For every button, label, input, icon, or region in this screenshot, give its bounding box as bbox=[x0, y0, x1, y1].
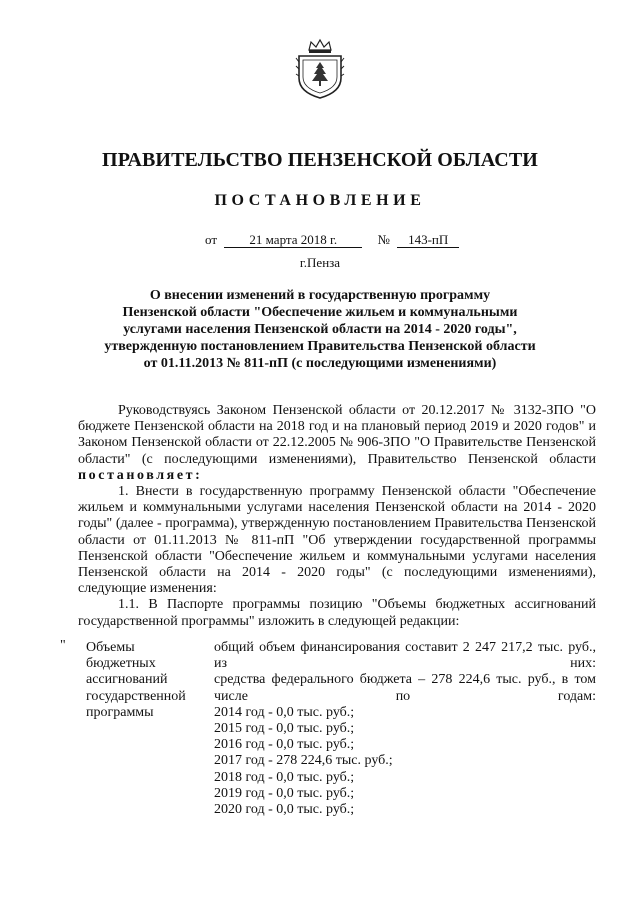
number-sign: № bbox=[377, 232, 390, 247]
preamble-paragraph bbox=[78, 403, 596, 484]
subject-line: О внесении изменений в государственную программу bbox=[149, 288, 491, 303]
government-title: ПРАВИТЕЛЬСТВО ПЕНЗЕНСКОЙ ОБЛАСТИ bbox=[102, 149, 538, 171]
subject-line: утвержденную постановлением Правительства Пензенской области bbox=[104, 339, 536, 354]
document-type: ПОСТАНОВЛЕНИЕ bbox=[214, 192, 426, 209]
subject-line: от 01.11.2013 № 811-пП (с последующими изменениями) bbox=[143, 356, 497, 371]
subject-line: Пензенской области "Обеспечение жильем и коммунальными bbox=[122, 305, 518, 320]
item-1-1-paragraph: 1.1. В Паспорте программы позицию "Объемы бюджетных ассигнований государственной программы" изложить в следующей редакции: bbox=[78, 597, 596, 629]
subject-line: услугами населения Пензенской области на 2014 - 2020 годы", bbox=[123, 322, 517, 337]
label-line: бюджетных bbox=[86, 656, 156, 672]
date-number-line bbox=[205, 232, 459, 248]
resolves-word: постановляет: bbox=[78, 467, 203, 483]
federal-budget: средства федерального бюджета – 278 224,6 тыс. руб., в том числе по годам: bbox=[214, 672, 596, 704]
allocation-value-cell bbox=[214, 640, 596, 818]
year-allocation: 2014 год - 0,0 тыс. руб.; bbox=[214, 704, 355, 720]
year-allocation: 2016 год - 0,0 тыс. руб.; bbox=[214, 737, 355, 753]
year-allocation: 2019 год - 0,0 тыс. руб.; bbox=[214, 785, 355, 801]
label-line: программы bbox=[86, 704, 154, 720]
label-line: Объемы bbox=[86, 640, 135, 655]
total-financing: общий объем финансирования составит 2 247 217,2 тыс. руб., из них: bbox=[214, 640, 596, 672]
label-line: государственной bbox=[86, 688, 186, 704]
decree-body bbox=[78, 403, 596, 630]
city: г.Пенза bbox=[299, 255, 341, 270]
year-allocation: 2018 год - 0,0 тыс. руб.; bbox=[214, 769, 355, 785]
item-1-paragraph: 1. Внести в государственную программу Пензенской области "Обеспечение жильем и коммунальными услугами населения Пензенской области на 2014 - 2020 годы" (далее - программа), утвержденную постановлением Правительства Пензенской области от 01.11.2013 № 811-пП "Об утверждении государственной программы Пензенской области "Обеспечение жильем и коммунальными услугами населения Пензенской области на 2014 - 2020 годы" (с последующими изменениями), следующие изменения: bbox=[78, 484, 596, 597]
year-allocation: 2017 год - 278 224,6 тыс. руб.; bbox=[214, 753, 393, 769]
year-allocation: 2020 год - 0,0 тыс. руб.; bbox=[214, 802, 355, 818]
preamble-text: Руководствуясь Законом Пензенской области от 20.12.2017 № 3132-ЗПО "О бюджете Пензенской области на 2018 год и на плановый период 2019 и 2020 годов" и Законом Пензенской области от 22.12.2005 № 906-ЗПО "О Правительстве Пензенской области" (с последующими изменениями), Правительство Пензенской области bbox=[78, 403, 596, 467]
decree-number: 143-пП bbox=[397, 233, 459, 248]
decree-subject bbox=[0, 287, 640, 372]
year-allocation: 2015 год - 0,0 тыс. руб.; bbox=[214, 721, 355, 737]
allocation-label-cell bbox=[86, 640, 206, 721]
open-quote: " bbox=[60, 638, 66, 653]
decree-date: 21 марта 2018 г. bbox=[224, 233, 362, 248]
label-line: ассигнований bbox=[86, 672, 168, 688]
date-prefix: от bbox=[205, 232, 218, 247]
coat-of-arms-emblem bbox=[295, 38, 345, 100]
